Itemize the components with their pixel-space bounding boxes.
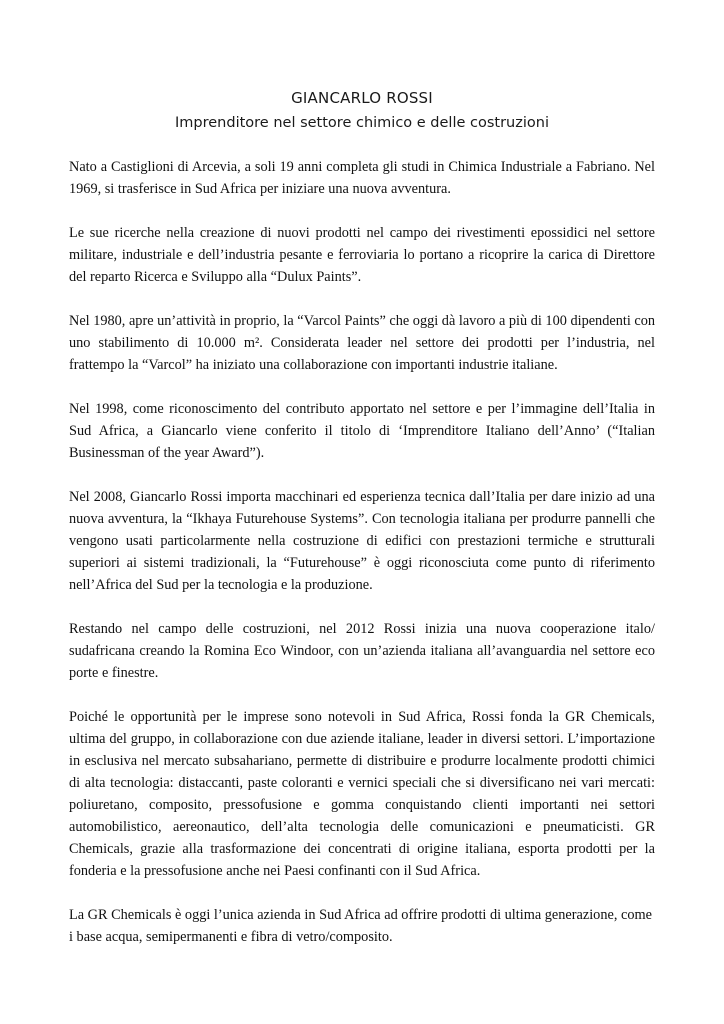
page-title: GIANCARLO ROSSI: [291, 89, 433, 107]
paragraph-windoor: Restando nel campo delle costruzioni, nel 2012 Rossi inizia una nuova cooperazione italo/ sudafricana creando la Romina Eco Windoor, con un’azienda italiana all’avanguardia nel settore eco porte e finestre.: [69, 621, 655, 681]
paragraph-closing: La GR Chemicals è oggi l’unica azienda in Sud Africa ad offrire prodotti di ultima generazione, come i base acqua, semipermanenti e fibra di vetro/composito.: [69, 907, 652, 945]
paragraph-birth: Nato a Castiglioni di Arcevia, a soli 19 anni completa gli studi in Chimica Industriale a Fabriano. Nel 1969, si trasferisce in Sud Africa per iniziare una nuova avventura.: [69, 159, 655, 197]
paragraph-research: Le sue ricerche nella creazione di nuovi prodotti nel campo dei rivestimenti epossidici nel settore militare, industriale e dell’industria pesante e ferroviaria lo portano a ricoprire la carica di Direttore del reparto Ricerca e Sviluppo alla “Dulux Paints”.: [69, 225, 655, 285]
paragraph-gr-chemicals: Poiché le opportunità per le imprese sono notevoli in Sud Africa, Rossi fonda la GR Chemicals, ultima del gruppo, in collaborazione con due aziende italiane, leader in diversi settori. L’importazione in esclusiva nel mercato subsahariano, permette di distribuire e produrre localmente prodotti chimici di alta tecnologia: distaccanti, paste coloranti e vernici speciali che si diversificano nei vari mercati: poliuretano, composito, pressofusione e gomma conquistando clienti importanti nei settori automobilistico, aereonautico, dell’alta tecnologia delle comunicazioni e pneumaticisti. GR Chemicals, grazie alla trasformazione dei concentrati di origine italiana, esporta prodotti per la fonderia e la pressofusione anche nei Paesi confinanti con il Sud Africa.: [69, 709, 655, 879]
paragraph-futurehouse: Nel 2008, Giancarlo Rossi importa macchinari ed esperienza tecnica dall’Italia per dare inizio ad una nuova avventura, la “Ikhaya Futurehouse Systems”. Con tecnologia italiana per produrre pannelli che vengono usati particolarmente nella costruzione di edifici con prestazioni termiche e strutturali superiori ai sistemi tradizionali, la “Futurehouse” è oggi riconosciuta come punto di riferimento nell’Africa del Sud per la tecnologia e la produzione.: [69, 489, 655, 593]
document-body: [69, 156, 655, 970]
page-subtitle: Imprenditore nel settore chimico e delle costruzioni: [175, 115, 549, 131]
paragraph-varcol: Nel 1980, apre un’attività in proprio, la “Varcol Paints” che oggi dà lavoro a più di 100 dipendenti con uno stabilimento di 10.000 m². Considerata leader nel settore dei prodotti per l’industria, nel frattempo la “Varcol” ha iniziato una collaborazione con importanti industrie italiane.: [69, 313, 656, 373]
paragraph-award: Nel 1998, come riconoscimento del contributo apportato nel settore e per l’immagine dell’Italia in Sud Africa, a Giancarlo viene conferito il titolo di ‘Imprenditore Italiano dell’Anno’ (“Italian Businessman of the year Award”).: [69, 401, 655, 461]
